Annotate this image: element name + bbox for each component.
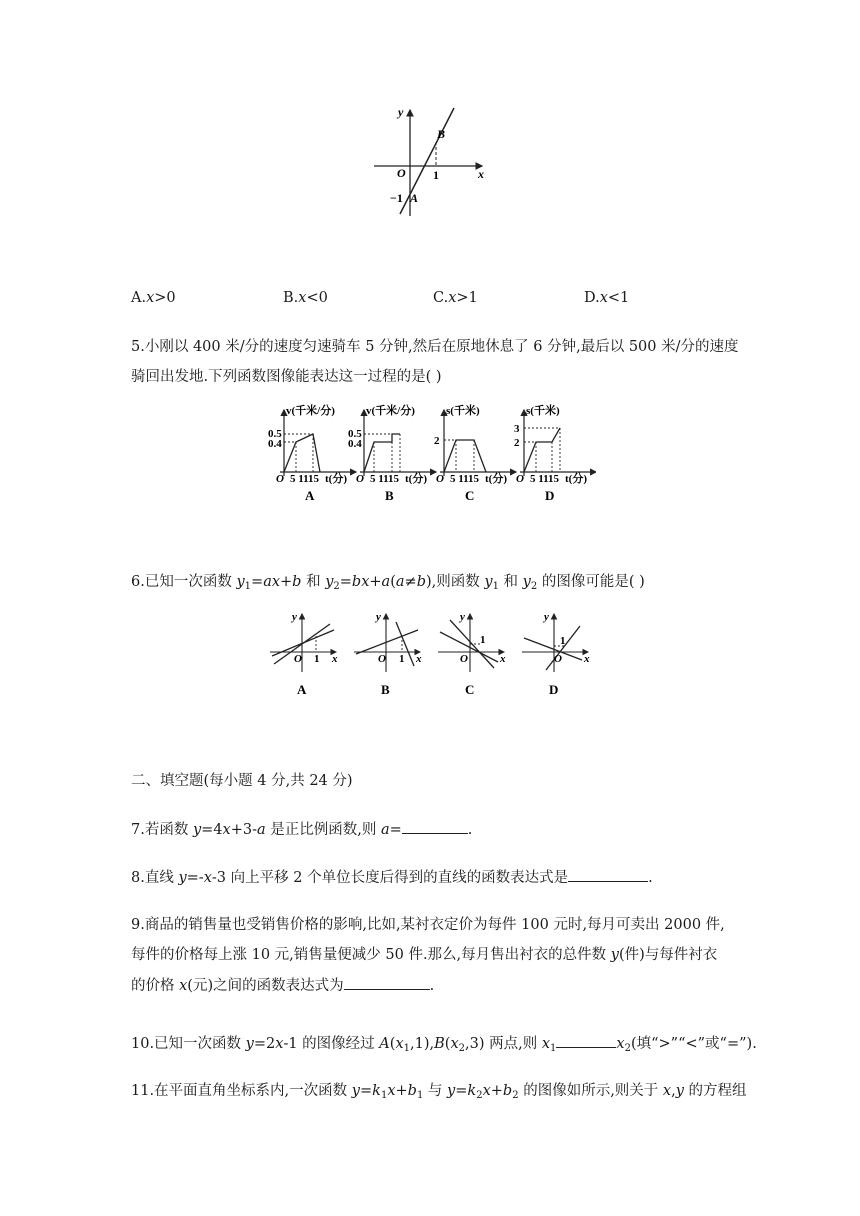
svg-text:t(分): t(分) [485, 473, 507, 485]
svg-text:O: O [516, 473, 524, 485]
q6-graph-a [270, 611, 338, 697]
origin-label: O [397, 166, 406, 180]
q10-text: 10.已知一次函数 y=2x-1 的图像经过 $A(x_1,1),B(x_2,3)$ 两点,则 $x_1$ $x_2$(填“>”“<”或“=”). [131, 1033, 757, 1059]
q9-line-2: 每件的价格每上涨 10 元,销售量便减少 50 件.那么,每月售出衬衣的总件数 y(件)与每件衬衣 [131, 947, 718, 963]
option-c: C.x>1 [433, 290, 478, 306]
q7-text: 7.若函数 y=4x+3-a 是正比例函数,则 a= . [131, 819, 472, 840]
q8-answer-blank[interactable] [568, 867, 648, 882]
svg-text:1: 1 [314, 653, 320, 665]
svg-text:O: O [436, 473, 444, 485]
svg-text:y: y [292, 611, 297, 623]
svg-text:2: 2 [514, 437, 520, 449]
q5-graph-b [348, 404, 436, 503]
svg-text:O: O [378, 653, 386, 665]
point-label-a: A [410, 191, 419, 205]
svg-text:0.4: 0.4 [348, 438, 362, 450]
svg-text:3: 3 [514, 423, 520, 435]
svg-text:x: x [332, 653, 338, 665]
svg-text:A: A [297, 682, 307, 697]
svg-text:0.4: 0.4 [268, 438, 282, 450]
svg-text:t(分): t(分) [325, 473, 347, 485]
svg-text:O: O [356, 473, 364, 485]
svg-text:2: 2 [434, 435, 440, 447]
svg-text:5 1115: 5 1115 [530, 473, 560, 485]
svg-text:s(千米): s(千米) [526, 405, 560, 417]
section-title: 二、填空题(每小题 4 分,共 24 分) [131, 773, 353, 789]
q6-graph-d [522, 611, 590, 697]
svg-text:y: y [376, 611, 381, 623]
q10-answer-blank[interactable] [556, 1033, 616, 1048]
svg-text:B: B [385, 488, 394, 503]
svg-text:1: 1 [480, 634, 486, 646]
q5-graphs [268, 404, 596, 504]
tick-label-minus-one: −1 [390, 191, 403, 205]
svg-text:0.5: 0.5 [268, 428, 282, 440]
q9-answer-blank[interactable] [344, 975, 430, 990]
svg-text:x: x [416, 653, 422, 665]
svg-text:y: y [544, 611, 549, 623]
q6-graphs [268, 610, 604, 700]
svg-text:5 1115: 5 1115 [450, 473, 480, 485]
q6-text: 6.已知一次函数 $y_1=ax+b$ 和 $y_2=bx+a(a\ne b)$,则函数 $y_1$ 和 $y_2$ 的图像可能是( ) [131, 574, 645, 592]
q5-graph-c [434, 404, 516, 503]
q8-text: 8.直线 y=-x-3 向上平移 2 个单位长度后得到的直线的函数表达式是 . [131, 867, 653, 888]
function-line [400, 108, 454, 214]
q5-graph-d [514, 404, 596, 503]
svg-text:x: x [584, 653, 590, 665]
svg-text:B: B [381, 682, 390, 697]
point-label-b: B [437, 127, 446, 141]
svg-text:x: x [500, 653, 506, 665]
svg-text:5 1115: 5 1115 [290, 473, 320, 485]
q5-line-1: 5.小刚以 400 米/分的速度匀速骑车 5 分钟,然后在原地休息了 6 分钟,最后以 500 米/分的速度 [131, 339, 739, 355]
axis-label-y: y [398, 105, 404, 119]
svg-text:t(分): t(分) [565, 473, 587, 485]
tick-label-one: 1 [433, 168, 439, 182]
svg-text:D: D [545, 488, 555, 503]
q5-line-2: 骑回出发地.下列函数图像能表达这一过程的是( ) [131, 369, 442, 385]
axis-label-x: x [478, 167, 484, 181]
svg-text:O: O [554, 653, 562, 665]
q11-text: 11.在平面直角坐标系内,一次函数 $y=k_1x+b_1$ 与 $y=k_2x+b_2$ 的图像如所示,则关于 x,y 的方程组 [131, 1083, 747, 1101]
option-d: D.x<1 [584, 290, 630, 306]
svg-text:D: D [549, 682, 559, 697]
svg-text:0.5: 0.5 [348, 428, 362, 440]
option-b: B.x<0 [283, 290, 328, 306]
svg-text:O: O [294, 653, 302, 665]
svg-text:s(千米): s(千米) [446, 405, 480, 417]
svg-text:A: A [305, 488, 315, 503]
svg-text:1: 1 [560, 635, 566, 647]
svg-text:O: O [460, 653, 468, 665]
q9-line-1: 9.商品的销售量也受销售价格的影响,比如,某衬衣定价为每件 100 元时,每月可卖出 2000 件, [131, 917, 725, 933]
svg-text:C: C [465, 488, 475, 503]
svg-text:1: 1 [399, 653, 405, 665]
svg-text:v(千米/分): v(千米/分) [366, 405, 415, 417]
q6-graph-b [354, 611, 422, 697]
q9-line-3: 的价格 x(元)之间的函数表达式为 . [131, 975, 434, 996]
q7-answer-blank[interactable] [402, 819, 468, 834]
figure-linear-function [366, 104, 492, 216]
svg-text:v(千米/分): v(千米/分) [286, 405, 335, 417]
q6-graph-c [438, 611, 506, 697]
svg-text:C: C [465, 682, 475, 697]
q5-graph-a [268, 404, 356, 503]
svg-text:O: O [276, 473, 284, 485]
option-a: A.x>0 [131, 290, 176, 306]
svg-text:t(分): t(分) [405, 473, 427, 485]
svg-text:y: y [460, 611, 465, 623]
svg-text:5 1115: 5 1115 [370, 473, 400, 485]
